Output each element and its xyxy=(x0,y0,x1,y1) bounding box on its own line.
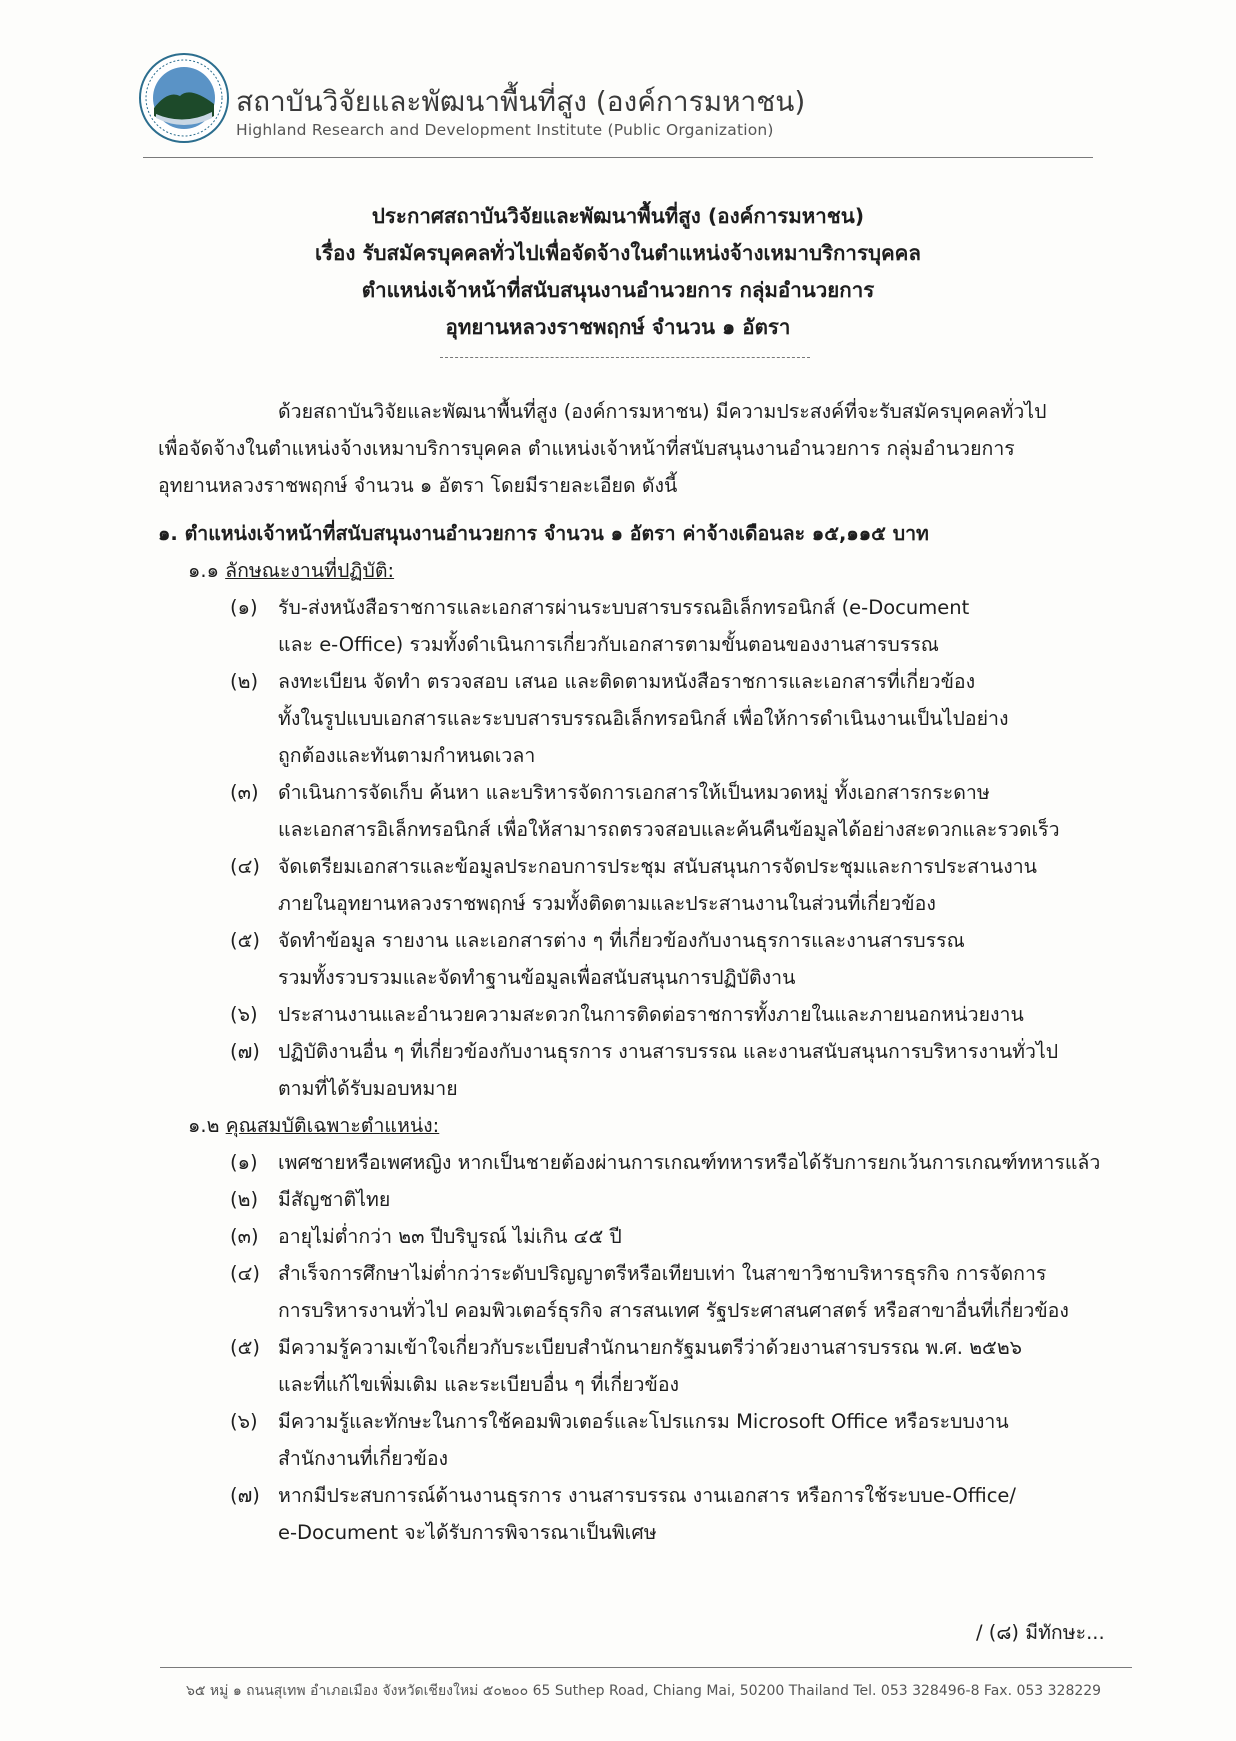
item-text xyxy=(278,922,1096,996)
list-item xyxy=(158,663,1096,774)
item-text xyxy=(278,1218,1096,1255)
item-text xyxy=(278,1181,1096,1218)
item-text-line: จัดเตรียมเอกสารและข้อมูลประกอบการประชุม สนับสนุนการจัดประชุมและการประสานงาน xyxy=(278,855,1038,878)
item-text-line: รับ-ส่งหนังสือราชการและเอกสารผ่านระบบสารบรรณอิเล็กทรอนิกส์ (e-Document xyxy=(278,596,970,619)
subsection-label: คุณสมบัติเฉพาะตำแหน่ง: xyxy=(225,1114,440,1137)
subsection-1-1-heading xyxy=(158,552,1096,589)
item-text-line: มีความรู้ความเข้าใจเกี่ยวกับระเบียบสำนักนายกรัฐมนตรีว่าด้วยงานสารบรรณ พ.ศ. ๒๕๒๖ xyxy=(278,1336,1023,1359)
continuation-note: / (๘) มีทักษะ... xyxy=(976,1621,1105,1644)
intro-line-3: อุทยานหลวงราชพฤกษ์ จำนวน ๑ อัตรา โดยมีรายละเอียด ดังนี้ xyxy=(158,474,678,497)
organization-name-english: Highland Research and Development Institute (Public Organization) xyxy=(236,121,774,139)
item-text xyxy=(278,996,1096,1033)
announcement-title xyxy=(140,198,1096,346)
item-text xyxy=(278,1255,1096,1329)
list-item xyxy=(158,1403,1096,1477)
item-text-line: เพศชายหรือเพศหญิง หากเป็นชายต้องผ่านการเกณฑ์ทหารหรือได้รับการยกเว้นการเกณฑ์ทหารแล้ว xyxy=(278,1151,1101,1174)
item-text-line: สำนักงานที่เกี่ยวข้อง xyxy=(278,1447,449,1470)
list-item xyxy=(158,1033,1096,1107)
list-item xyxy=(158,1218,1096,1255)
list-item xyxy=(158,922,1096,996)
item-number: (๒) xyxy=(230,1188,259,1211)
title-separator xyxy=(440,357,810,358)
intro-line-1: ด้วยสถาบันวิจัยและพัฒนาพื้นที่สูง (องค์การมหาชน) มีความประสงค์ที่จะรับสมัครบุคคลทั่วไป xyxy=(278,400,1047,423)
institute-logo xyxy=(138,52,230,144)
list-item xyxy=(158,1477,1096,1551)
item-text-line: และเอกสารอิเล็กทรอนิกส์ เพื่อให้สามารถตรวจสอบและค้นคืนข้อมูลได้อย่างสะดวกและรวดเร็ว xyxy=(278,818,1060,841)
item-text-line: ตามที่ได้รับมอบหมาย xyxy=(278,1077,458,1100)
item-text xyxy=(278,774,1096,848)
item-text-line: e-Document จะได้รับการพิจารณาเป็นพิเศษ xyxy=(278,1521,657,1544)
subsection-number: ๑.๒ xyxy=(188,1114,220,1137)
item-text xyxy=(278,1033,1096,1107)
list-item xyxy=(158,1144,1101,1181)
item-text-line: ภายในอุทยานหลวงราชพฤกษ์ รวมทั้งติดตามและประสานงานในส่วนที่เกี่ยวข้อง xyxy=(278,892,936,915)
item-text-line: มีความรู้และทักษะในการใช้คอมพิวเตอร์และโปรแกรม Microsoft Office หรือระบบงาน xyxy=(278,1410,1009,1433)
item-number: (๔) xyxy=(230,1262,260,1285)
item-number: (๔) xyxy=(230,855,260,878)
item-number: (๕) xyxy=(230,929,260,952)
header-divider xyxy=(143,157,1093,158)
title-line-2: เรื่อง รับสมัครบุคคลทั่วไปเพื่อจัดจ้างในตำแหน่งจ้างเหมาบริการบุคคล xyxy=(315,241,921,265)
item-text-line: มีสัญชาติไทย xyxy=(278,1188,391,1211)
item-text-line: ถูกต้องและทันตามกำหนดเวลา xyxy=(278,744,536,767)
item-text-line: จัดทำข้อมูล รายงาน และเอกสารต่าง ๆ ที่เกี่ยวข้องกับงานธุรการและงานสารบรรณ xyxy=(278,929,965,952)
title-line-4: อุทยานหลวงราชพฤกษ์ จำนวน ๑ อัตรา xyxy=(445,315,791,339)
item-text-line: ประสานงานและอำนวยความสะดวกในการติดต่อราชการทั้งภายในและภายนอกหน่วยงาน xyxy=(278,1003,1024,1026)
list-item xyxy=(158,1255,1096,1329)
item-text xyxy=(278,1403,1096,1477)
title-line-3: ตำแหน่งเจ้าหน้าที่สนับสนุนงานอำนวยการ กลุ่มอำนวยการ xyxy=(361,278,875,302)
item-text-line: หากมีประสบการณ์ด้านงานธุรการ งานสารบรรณ งานเอกสาร หรือการใช้ระบบe-Office/ xyxy=(278,1484,1016,1507)
item-text-line: และ e-Office) รวมทั้งดำเนินการเกี่ยวกับเอกสารตามขั้นตอนของงานสารบรรณ xyxy=(278,633,939,656)
item-text-line: ทั้งในรูปแบบเอกสารและระบบสารบรรณอิเล็กทรอนิกส์ เพื่อให้การดำเนินงานเป็นไปอย่าง xyxy=(278,707,1009,730)
item-text-line: ปฏิบัติงานอื่น ๆ ที่เกี่ยวข้องกับงานธุรการ งานสารบรรณ และงานสนับสนุนการบริหารงานทั่วไป xyxy=(278,1040,1059,1063)
qualifications-list xyxy=(158,1144,1101,1551)
item-number: (๖) xyxy=(230,1410,258,1433)
list-item xyxy=(158,589,1096,663)
item-number: (๗) xyxy=(230,1040,260,1063)
item-number: (๗) xyxy=(230,1484,260,1507)
list-item xyxy=(158,996,1096,1033)
section-1-heading: ๑. ตำแหน่งเจ้าหน้าที่สนับสนุนงานอำนวยการ จำนวน ๑ อัตรา ค่าจ้างเดือนละ ๑๕,๑๑๕ บาท xyxy=(158,522,929,545)
subsection-label: ลักษณะงานที่ปฏิบัติ: xyxy=(225,559,395,582)
job-duties-list xyxy=(158,589,1096,1107)
item-text-line: และที่แก้ไขเพิ่มเติม และระเบียบอื่น ๆ ที่เกี่ยวข้อง xyxy=(278,1373,680,1396)
item-text xyxy=(278,1144,1100,1181)
item-number: (๕) xyxy=(230,1336,260,1359)
subsection-1-2-heading xyxy=(158,1107,1096,1144)
subsection-number: ๑.๑ xyxy=(188,559,219,582)
item-text xyxy=(278,848,1096,922)
footer-address: ๖๕ หมู่ ๑ ถนนสุเทพ อำเภอเมือง จังหวัดเชียงใหม่ ๕๐๒๐๐ 65 Suthep Road, Chiang Mai, 50200 Thailand Tel. 053 328496-8 Fax. 053 328229 xyxy=(186,1683,1102,1699)
item-text-line: ลงทะเบียน จัดทำ ตรวจสอบ เสนอ และติดตามหนังสือราชการและเอกสารที่เกี่ยวข้อง xyxy=(278,670,976,693)
item-text-line: รวมทั้งรวบรวมและจัดทำฐานข้อมูลเพื่อสนับสนุนการปฏิบัติงาน xyxy=(278,966,796,989)
footer-divider xyxy=(160,1667,1132,1668)
list-item xyxy=(158,1329,1096,1403)
item-number: (๒) xyxy=(230,670,259,693)
intro-paragraph xyxy=(158,393,1096,504)
item-text xyxy=(278,1329,1096,1403)
list-item xyxy=(158,848,1096,922)
item-text-line: สำเร็จการศึกษาไม่ต่ำกว่าระดับปริญญาตรีหรือเทียบเท่า ในสาขาวิชาบริหารธุรกิจ การจัดการ xyxy=(278,1262,1047,1285)
item-number: (๑) xyxy=(230,596,258,619)
organization-name-thai: สถาบันวิจัยและพัฒนาพื้นที่สูง (องค์การมหาชน) xyxy=(236,85,806,118)
item-number: (๑) xyxy=(230,1151,258,1174)
item-text-line: ดำเนินการจัดเก็บ ค้นหา และบริหารจัดการเอกสารให้เป็นหมวดหมู่ ทั้งเอกสารกระดาษ xyxy=(278,781,990,804)
list-item xyxy=(158,774,1096,848)
item-text xyxy=(278,663,1096,774)
item-number: (๓) xyxy=(230,1225,259,1248)
item-text xyxy=(278,589,1096,663)
document-body xyxy=(158,393,1101,1551)
title-line-1: ประกาศสถาบันวิจัยและพัฒนาพื้นที่สูง (องค์การมหาชน) xyxy=(371,204,865,228)
item-number: (๖) xyxy=(230,1003,258,1026)
list-item xyxy=(158,1181,1096,1218)
item-number: (๓) xyxy=(230,781,259,804)
intro-line-2: เพื่อจัดจ้างในตำแหน่งจ้างเหมาบริการบุคคล ตำแหน่งเจ้าหน้าที่สนับสนุนงานอำนวยการ กลุ่มอำนวยการ xyxy=(158,437,1015,460)
item-text-line: การบริหารงานทั่วไป คอมพิวเตอร์ธุรกิจ สารสนเทศ รัฐประศาสนศาสตร์ หรือสาขาอื่นที่เกี่ยวข้อง xyxy=(278,1299,1069,1322)
item-text-line: อายุไม่ต่ำกว่า ๒๓ ปีบริบูรณ์ ไม่เกิน ๔๕ ปี xyxy=(278,1225,622,1248)
item-text xyxy=(278,1477,1096,1551)
